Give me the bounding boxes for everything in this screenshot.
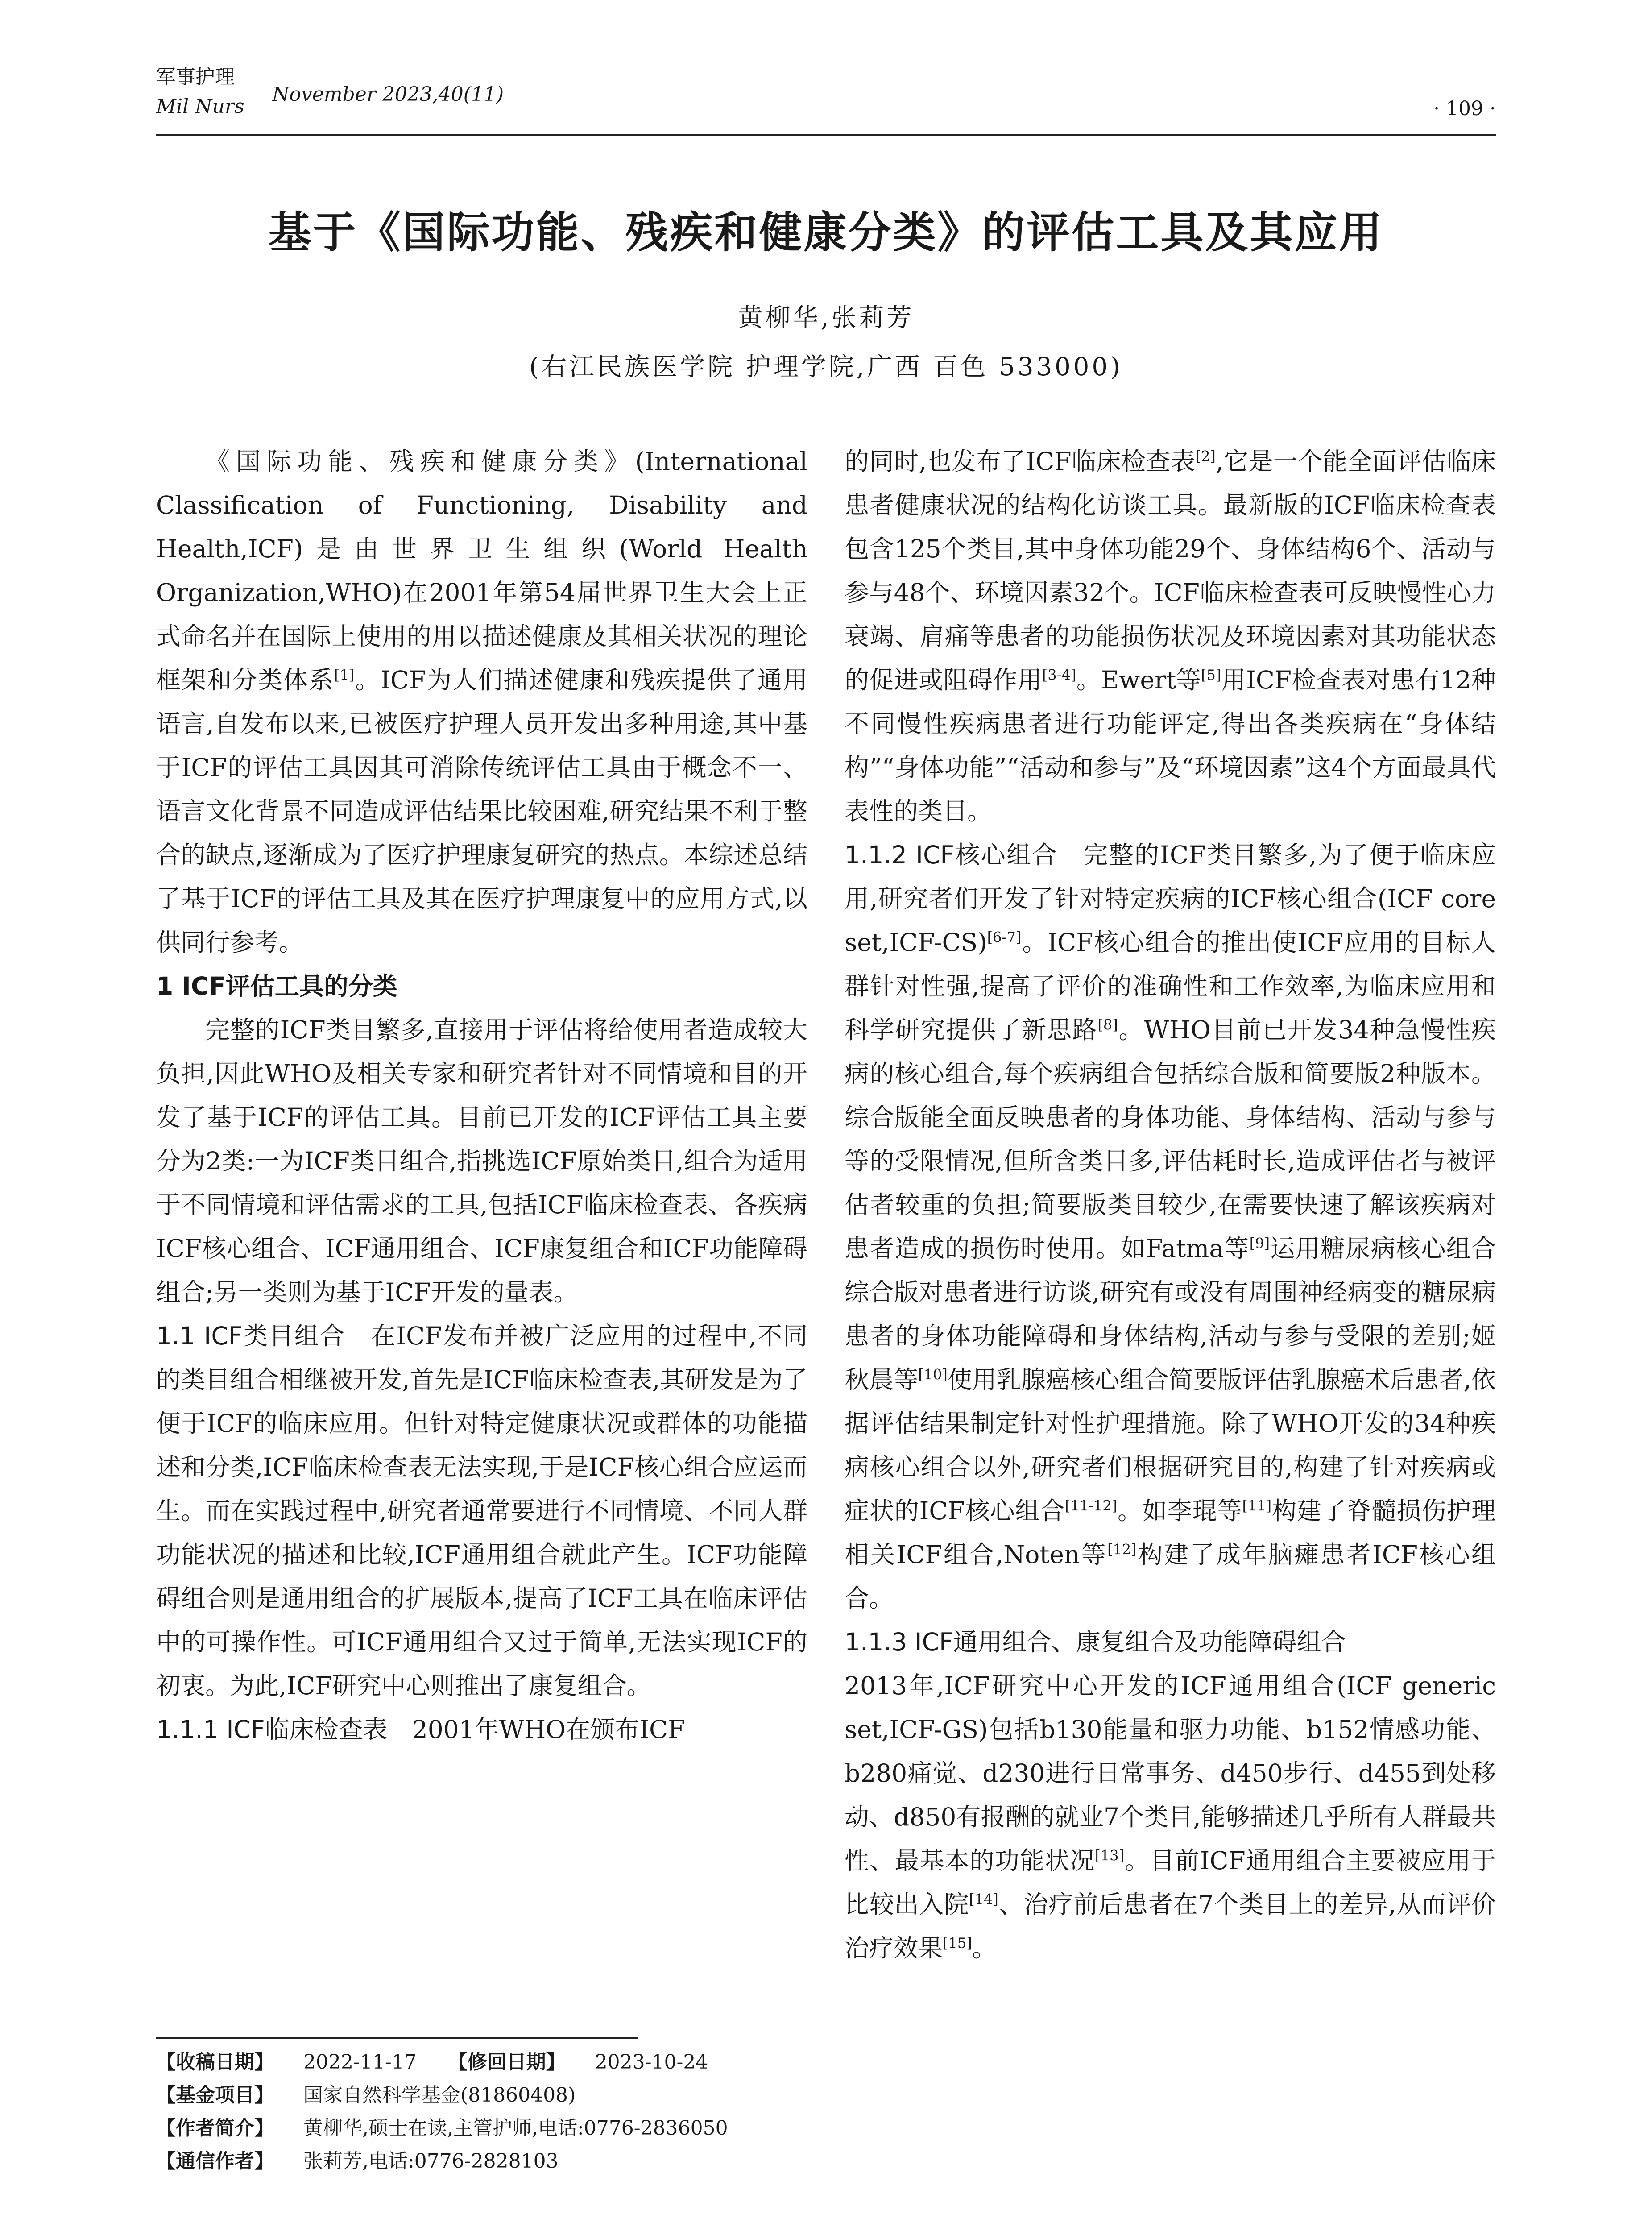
paragraph: 1.1.1 ICF临床检查表 2001年WHO在颁布ICF <box>156 1715 685 1744</box>
paragraph: 完整的ICF类目繁多,直接用于评估将给使用者造成较大负担,因此WHO及相关专家和研究者针对不同情境和目的开发了基于ICF的评估工具。目前已开发的ICF评估工具主要分为2类:一为ICF类目组合,指挑选ICF原始类目,组合为适用于不同情境和评估需求的工具,包括ICF临床检查表、各疾病ICF核心组合、ICF通用组合、ICF康复组合和ICF功能障碍组合;另一类则为基于ICF开发的量表。 <box>156 1016 807 1306</box>
section-heading: 1 ICF评估工具的分类 <box>156 972 397 1000</box>
subsection-heading: 1.1.2 ICF核心组合 <box>845 841 1058 869</box>
citation: [14] <box>969 1891 998 1908</box>
footnote-author <box>156 2112 825 2145</box>
footnote-dates <box>156 2046 825 2079</box>
journal-name-cn: 军事护理 <box>156 66 235 88</box>
left-column <box>156 440 807 1751</box>
issue-info: November 2023,40(11) <box>272 83 504 106</box>
paper-title: 基于《国际功能、残疾和健康分类》的评估工具及其应用 <box>268 207 1384 257</box>
received-date: 2022-11-17 <box>303 2051 417 2073</box>
fund-value: 国家自然科学基金(81860408) <box>303 2084 576 2107</box>
subsection-heading: 1.1.1 ICF临床检查表 <box>156 1715 388 1744</box>
citation: [8] <box>1097 1016 1118 1033</box>
footnote-fund <box>156 2079 825 2112</box>
subsection-heading: 1.1.3 ICF通用组合、康复组合及功能障碍组合 <box>845 1628 1346 1656</box>
citation: [3-4] <box>1042 666 1076 684</box>
journal-name <box>156 62 244 121</box>
citation: [9] <box>1249 1235 1270 1252</box>
citation: [1] <box>334 666 355 684</box>
citation: [15] <box>943 1934 972 1952</box>
paper-affiliation: (右江民族医学院 护理学院,广西 百色 533000) <box>529 352 1123 382</box>
paragraph: 1.1.2 ICF核心组合 完整的ICF类目繁多,为了便于临床应用,研究者们开发了针对特定疾病的ICF核心组合(ICF core set,ICF-CS)[6-7]。ICF核心组合的推出使ICF应用的目标人群针对性强,提高了评价的准确性和工作效率,为临床应用和科学研究提供了新思路[8]。WHO目前已开发34种急慢性疾病的核心组合,每个疾病组合包括综合版和简要版2种版本。综合版能全面反映患者的身体功能、身体结构、活动与参与等的受限情况,但所含类目多,评估耗时长,造成评估者与被评估者较重的负担;简要版类目较少,在需要快速了解该疾病对患者造成的损伤时使用。如Fatma等[9]运用糖尿病核心组合综合版对患者进行访谈,研究有或没有周围神经病变的糖尿病患者的身体功能障碍和身体结构,活动与参与受限的差别;姬秋晨等[10]使用乳腺癌核心组合简要版评估乳腺癌术后患者,依据评估结果制定针对性护理措施。除了WHO开发的34种疾病核心组合以外,研究者们根据研究目的,构建了针对疾病或症状的ICF核心组合[11-12]。如李琨等[11]构建了脊髓损伤护理相关ICF组合,Noten等[12]构建了成年脑瘫患者ICF核心组合。 <box>845 841 1496 1613</box>
citation: [13] <box>1095 1847 1125 1864</box>
paragraph: 《国际功能、残疾和健康分类》(International Classification of Functioning, Disability and Health,ICF)是由世界卫生组织(World Health Organization,WHO)在2001年第54届世界卫生大会上正式命名并在国际上使用的用以描述健康及其相关状况的理论框架和分类体系[1]。ICF为人们描述健康和残疾提供了通用语言,自发布以来,已被医疗护理人员开发出多种用途,其中基于ICF的评估工具因其可消除传统评估工具由于概念不一、语言文化背景不同造成评估结果比较困难,研究结果不利于整合的缺点,逐渐成为了医疗护理康复研究的热点。本综述总结了基于ICF的评估工具及其在医疗护理康复中的应用方式,以供同行参考。 <box>156 447 807 957</box>
received-label: 【收稿日期】 <box>156 2051 274 2073</box>
subsection-heading: 1.1 ICF类目组合 <box>156 1322 346 1350</box>
page-number: · 109 · <box>1433 97 1496 120</box>
footnotes <box>156 2046 825 2178</box>
journal-name-en: Mil Nurs <box>156 95 244 118</box>
fund-label: 【基金项目】 <box>156 2084 274 2107</box>
author-value: 黄柳华,硕士在读,主管护师,电话:0776-2836050 <box>303 2117 728 2140</box>
footnote-correspondence <box>156 2145 825 2178</box>
author-label: 【作者简介】 <box>156 2117 274 2140</box>
paragraph: 2013年,ICF研究中心开发的ICF通用组合(ICF generic set,ICF-GS)包括b130能量和驱力功能、b152情感功能、b280痛觉、d230进行日常事务、d450步行、d455到处移动、d850有报酬的就业7个类目,能够描述几乎所有人群最共性、最基本的功能状况[13]。目前ICF通用组合主要被应用于比较出入院[14]、治疗前后患者在7个类目上的差异,从而评价治疗效果[15]。 <box>845 1671 1496 1962</box>
citation: [11] <box>1242 1497 1272 1514</box>
citation: [12] <box>1107 1541 1137 1558</box>
correspondence-value: 张莉芳,电话:0776-2828103 <box>303 2150 559 2173</box>
header-rule <box>156 134 1496 136</box>
paper-authors: 黄柳华,张莉芳 <box>737 303 915 332</box>
citation: [11-12] <box>1064 1497 1118 1514</box>
revised-label: 【修回日期】 <box>447 2051 566 2073</box>
right-column <box>845 440 1496 1970</box>
citation: [2] <box>1195 448 1216 465</box>
paragraph: 1.1 ICF类目组合 在ICF发布并被广泛应用的过程中,不同的类目组合相继被开发,首先是ICF临床检查表,其研发是为了便于ICF的临床应用。但针对特定健康状况或群体的功能描述和分类,ICF临床检查表无法实现,于是ICF核心组合应运而生。而在实践过程中,研究者通常要进行不同情境、不同人群功能状况的描述和比较,ICF通用组合就此产生。ICF功能障碍组合则是通用组合的扩展版本,提高了ICF工具在临床评估中的可操作性。可ICF通用组合又过于简单,无法实现ICF的初衷。为此,ICF研究中心则推出了康复组合。 <box>156 1322 807 1700</box>
paragraph: 的同时,也发布了ICF临床检查表[2],它是一个能全面评估临床患者健康状况的结构化访谈工具。最新版的ICF临床检查表包含125个类目,其中身体功能29个、身体结构6个、活动与参与48个、环境因素32个。ICF临床检查表可反映慢性心力衰竭、肩痛等患者的功能损伤状况及环境因素对其功能状态的促进或阻碍作用[3-4]。Ewert等[5]用ICF检查表对患有12种不同慢性疾病患者进行功能评定,得出各类疾病在“身体结构”“身体功能”“活动和参与”及“环境因素”这4个方面最具代表性的类目。 <box>845 447 1496 825</box>
citation: [5] <box>1201 666 1221 684</box>
correspondence-label: 【通信作者】 <box>156 2150 274 2173</box>
revised-date: 2023-10-24 <box>595 2051 708 2073</box>
citation: [6-7] <box>987 929 1022 946</box>
citation: [10] <box>918 1366 948 1383</box>
footnote-rule <box>156 2037 638 2039</box>
